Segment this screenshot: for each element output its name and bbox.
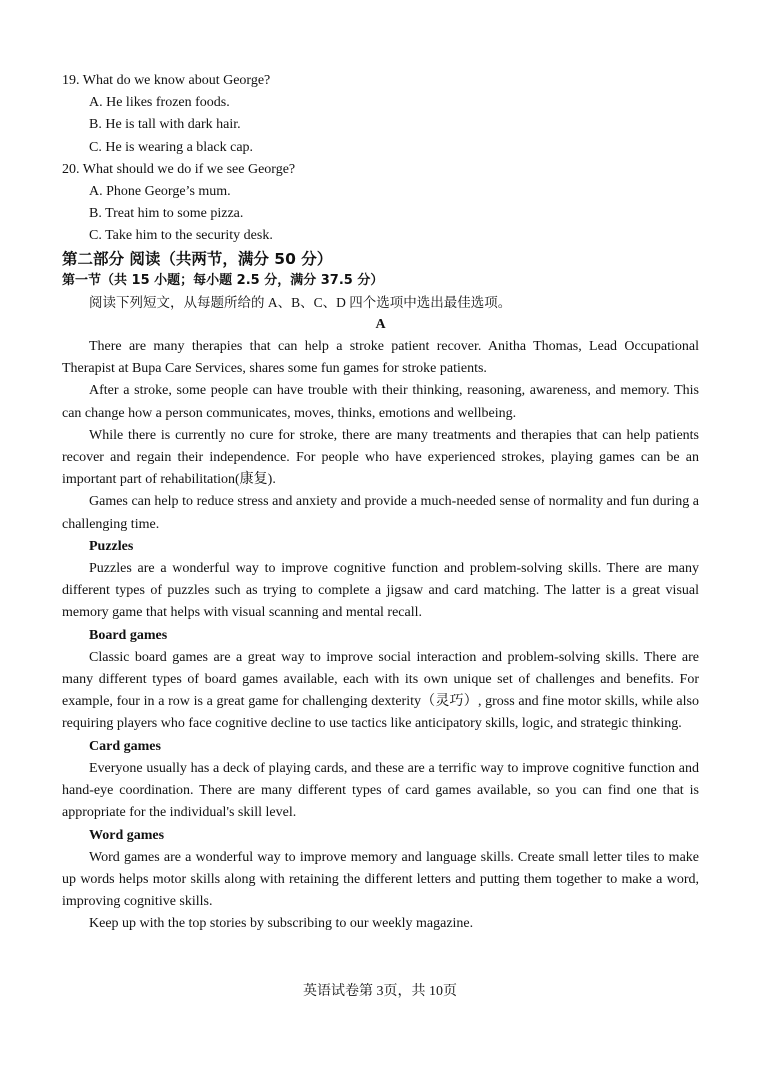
question-stem: 20. What should we do if we see George? <box>62 161 296 177</box>
instruction: 阅读下列短文，从每题所给的 A、B、C、D 四个选项中选出最佳选项。 <box>89 294 512 310</box>
paragraph: Games can help to reduce stress and anxiety and provide a much-needed sense of normality and fun during a challenging time. <box>62 494 699 532</box>
paragraph: While there is currently no cure for stroke, there are many treatments and therapies that can help patients recover and regain their independence. For people who have experienced strokes, playing games can be an important part of rehabilitation(康复). <box>62 427 699 488</box>
option-a: A. He likes frozen foods. <box>89 95 230 111</box>
question-19 <box>62 70 699 159</box>
closing-line: Keep up with the top stories by subscribing to our weekly magazine. <box>89 916 474 932</box>
section-heading: Card games <box>89 738 161 754</box>
page-content <box>62 70 699 936</box>
option-b: B. Treat him to some pizza. <box>89 206 244 222</box>
paragraph: Everyone usually has a deck of playing cards, and these are a terrific way to improve cognitive function and hand-eye coordination. There are many different types of card games available, so you can find one that is appropriate for the individual's skill level. <box>62 760 699 821</box>
section-title: 第二部分 阅读（共两节，满分 50 分） <box>62 249 333 268</box>
subsection-title: 第一节（共 15 小题；每小题 2.5 分，满分 37.5 分） <box>62 272 384 288</box>
option-a: A. Phone George’s mum. <box>89 184 231 200</box>
section-heading: Puzzles <box>89 538 134 554</box>
paragraph: There are many therapies that can help a stroke patient recover. Anitha Thomas, Lead Occupational Therapist at Bupa Care Services, shares some fun games for stroke patients. <box>62 339 699 377</box>
option-b: B. He is tall with dark hair. <box>89 117 241 133</box>
paragraph: Word games are a wonderful way to improve memory and language skills. Create small letter tiles to make up words helps motor skills along with retaining the different letters and putting them together to make a word, improving cognitive skills. <box>62 849 699 910</box>
question-20 <box>62 159 699 248</box>
option-c: C. Take him to the security desk. <box>89 228 273 244</box>
option-c: C. He is wearing a black cap. <box>89 139 254 155</box>
paragraph: After a stroke, some people can have trouble with their thinking, reasoning, awareness, and memory. This can change how a person communicates, moves, thinks, emotions and wellbeing. <box>62 383 699 421</box>
paragraph: Classic board games are a great way to improve social interaction and problem-solving skills. There are many different types of board games available, each with its own unique set of challenges and benefits. For example, four in a row is a great game for challenging dexterity（灵巧）, gross and fine motor skills, while also requiring players who face cognitive decline to use tactics like anticipatory skills, logic, and strategic thinking. <box>62 649 699 732</box>
page-footer: 英语试卷第 3页，共 10页 <box>303 984 457 999</box>
section-heading: Word games <box>89 827 165 843</box>
paragraph: Puzzles are a wonderful way to improve cognitive function and problem-solving skills. There are many different types of puzzles such as trying to complete a jigsaw and card matching. The latter is a great visual memory game that helps with visual scanning and mental recall. <box>62 561 699 621</box>
question-stem: 19. What do we know about George? <box>62 73 271 88</box>
section-heading: Board games <box>89 627 168 643</box>
passage-letter: A <box>375 316 386 332</box>
